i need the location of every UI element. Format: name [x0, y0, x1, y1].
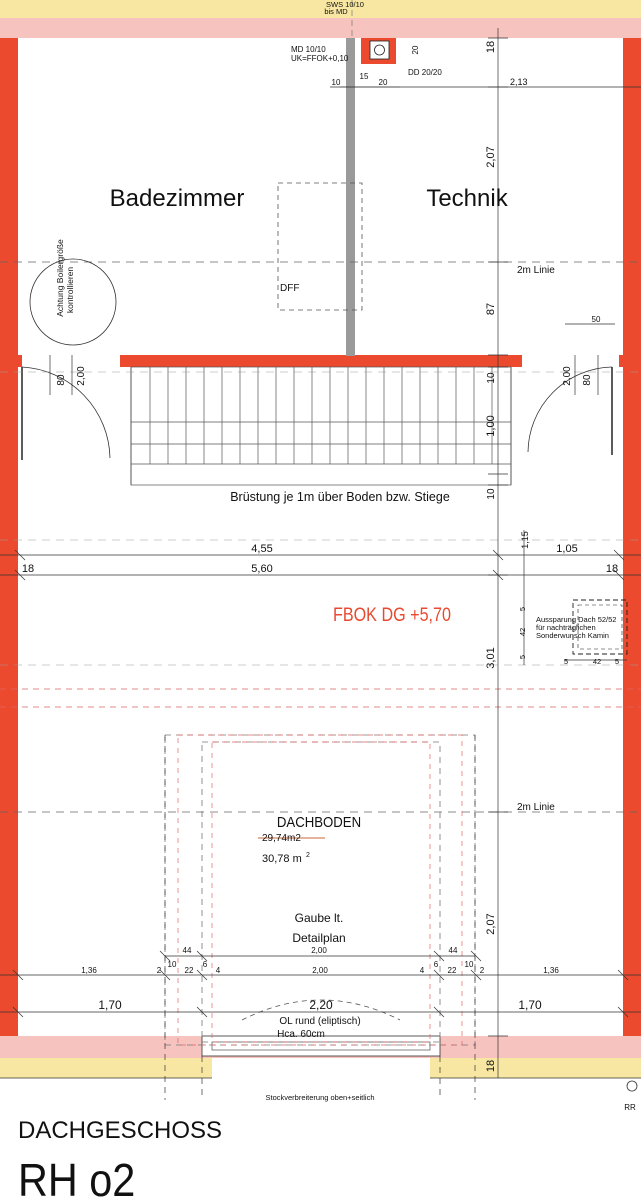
dim-20v: 20 — [411, 45, 420, 55]
flue-inner — [370, 41, 389, 59]
dim-5b: 5 — [518, 654, 527, 660]
partition — [346, 38, 355, 356]
dim-10-left: 10 — [167, 960, 177, 969]
dim-10-s2: 10 — [486, 488, 497, 500]
room-tech: Technik — [426, 185, 508, 212]
dim-18-left: 18 — [21, 563, 35, 575]
dim-136-left: 1,36 — [81, 966, 97, 975]
dim-22-left: 22 — [184, 966, 194, 975]
label-sws: SWS 10/10 — [326, 0, 364, 9]
label-ol-1: OL rund (eliptisch) — [279, 1016, 361, 1027]
label-brustung: Brüstung je 1m über Boden bzw. Stiege — [230, 490, 450, 504]
dim-2-right: 2 — [479, 966, 485, 975]
dim-200-right: 2,00 — [562, 366, 573, 386]
dim-4-right: 4 — [419, 966, 425, 975]
dim-170-left: 1,70 — [98, 998, 122, 1012]
dim-18-top: 18 — [485, 40, 497, 54]
dim-5a: 5 — [518, 606, 527, 612]
dim-42: 42 — [518, 627, 527, 637]
dim-2-left: 2 — [156, 966, 162, 975]
label-dff: DFF — [280, 283, 300, 294]
dim-87: 87 — [485, 302, 497, 316]
label-ausspar-2: für nachträglichen — [536, 623, 596, 632]
dim-20a: 20 — [378, 78, 388, 87]
label-gaube-1: Gaube lt. — [294, 911, 344, 925]
dim-6-right: 6 — [433, 960, 439, 969]
dim-136-right: 1,36 — [543, 966, 559, 975]
dim-5c: 5 — [563, 657, 569, 666]
dim-6-left: 6 — [202, 960, 208, 969]
floor-name: DACHGESCHOSS — [18, 1117, 223, 1144]
dim-15: 15 — [359, 72, 369, 81]
label-stock: Stockverbreiterung oben+seitlich — [265, 1093, 375, 1102]
dim-80-left: 80 — [56, 374, 67, 386]
room-attic: DACHBODEN — [276, 813, 362, 831]
label-boiler-2: kontrollieren — [65, 266, 75, 314]
label-ausspar-1: Aussparung Dach 52/52 — [536, 615, 617, 624]
label-uk: UK=FFOK+0,10 — [291, 54, 349, 63]
rr-circle — [627, 1081, 637, 1091]
dim-100: 1,00 — [485, 415, 497, 437]
dim-10-s1: 10 — [486, 372, 497, 384]
dim-105: 1,05 — [556, 543, 578, 555]
dim-18-right: 18 — [605, 563, 619, 575]
dim-10a: 10 — [331, 78, 341, 87]
unit-name: RH o2 — [18, 1155, 136, 1200]
label-ausspar-3: Sonderwunsch Kamin — [536, 631, 609, 640]
dim-115: 1,15 — [520, 531, 530, 549]
dim-18-bottom: 18 — [485, 1059, 497, 1073]
right-wall-stub — [619, 355, 623, 367]
label-rr: RR — [624, 1103, 636, 1112]
dim-22-right: 22 — [447, 966, 457, 975]
outer-band-bottom-right — [430, 1058, 641, 1078]
dim-200-left: 2,00 — [76, 366, 87, 386]
label-area-old: 29,74m2 — [262, 833, 301, 844]
label-gaube-2: Detailplan — [292, 931, 346, 945]
dim-44-left: 44 — [182, 946, 192, 955]
stairs — [131, 367, 511, 485]
dim-220: 2,20 — [309, 998, 333, 1012]
dim-301: 3,01 — [485, 647, 497, 669]
dim-200-mid: 2,00 — [312, 966, 328, 975]
left-wall — [0, 38, 18, 1036]
roof-band-top — [0, 18, 641, 38]
dim-10-right: 10 — [464, 960, 474, 969]
text-labels — [18, 0, 637, 1200]
dim-80-right: 80 — [582, 374, 593, 386]
label-ol-2: Hca. 60cm — [277, 1029, 325, 1040]
dim-213: 2,13 — [510, 77, 528, 87]
outer-band-bottom-left — [0, 1058, 212, 1078]
label-md: MD 10/10 — [291, 45, 326, 54]
stair-wall — [120, 355, 522, 367]
dim-560: 5,60 — [251, 563, 273, 575]
outer-band-top — [0, 0, 641, 18]
label-2m-top: 2m Linie — [517, 265, 555, 276]
dim-207-top: 2,07 — [485, 146, 497, 168]
dim-50: 50 — [591, 315, 601, 324]
label-area-sup: 2 — [306, 852, 310, 859]
dim-170-right: 1,70 — [518, 998, 542, 1012]
dim-5d: 5 — [614, 657, 620, 666]
dim-4-left: 4 — [215, 966, 221, 975]
label-dd: DD 20/20 — [408, 68, 442, 77]
left-wall-stub — [18, 355, 22, 367]
right-wall — [623, 38, 641, 1036]
label-2m-bottom: 2m Linie — [517, 802, 555, 813]
dim-200-gaube: 2,00 — [311, 946, 327, 955]
label-bis-md: bis MD — [324, 7, 348, 16]
dim-455: 4,55 — [251, 543, 273, 555]
label-area-new: 30,78 m — [262, 853, 302, 865]
label-boiler-1: Achtung Boilergröße — [55, 239, 65, 317]
dim-42b: 42 — [592, 657, 602, 666]
room-bath: Badezimmer — [109, 185, 245, 212]
dim-44-right: 44 — [448, 946, 458, 955]
dim-207-bottom: 2,07 — [485, 913, 497, 935]
doors — [22, 367, 612, 460]
label-fbok: FBOK DG +5,70 — [333, 603, 451, 626]
